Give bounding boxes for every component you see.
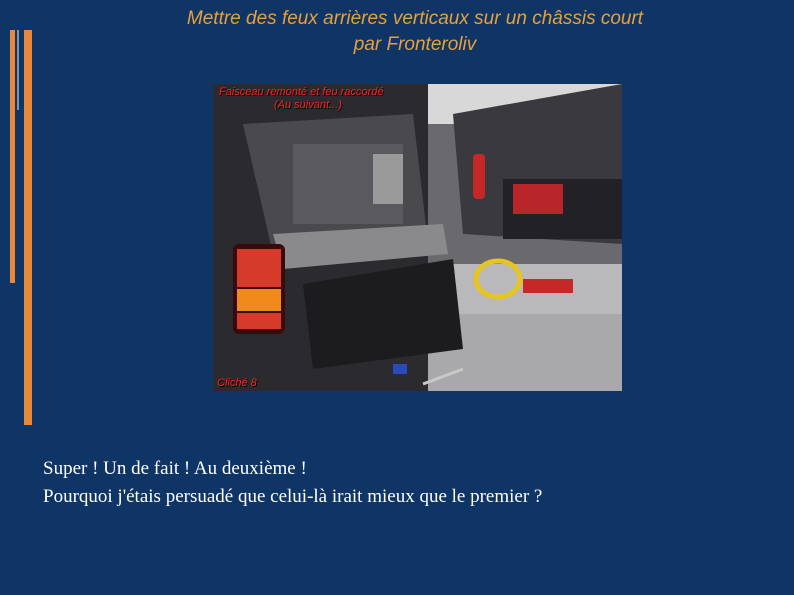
decorative-bar-right (24, 30, 32, 425)
slide-title-line2: par Fronteroliv (353, 34, 477, 55)
slide-title (95, 6, 735, 58)
body-line2: Pourquoi j'étais persuadé que celui-là irait mieux que le premier ? (43, 486, 543, 507)
photo-caption-top-line2: (Au suivant...) (274, 99, 342, 111)
slide-title-line1: Mettre des feux arrières verticaux sur un châssis court (186, 8, 644, 29)
decorative-bar-thin (17, 30, 19, 110)
vehicle-rear-photo (213, 84, 622, 391)
photo-caption-bottom: Cliché 8 (217, 377, 257, 389)
slide-body (43, 455, 763, 511)
body-line1: Super ! Un de fait ! Au deuxième ! (43, 458, 307, 479)
decorative-bar-left (10, 30, 15, 283)
photo-caption-top (219, 86, 383, 112)
photo-illustration (213, 84, 622, 391)
photo-caption-top-line1: Faisceau remonté et feu raccordé (219, 86, 384, 98)
